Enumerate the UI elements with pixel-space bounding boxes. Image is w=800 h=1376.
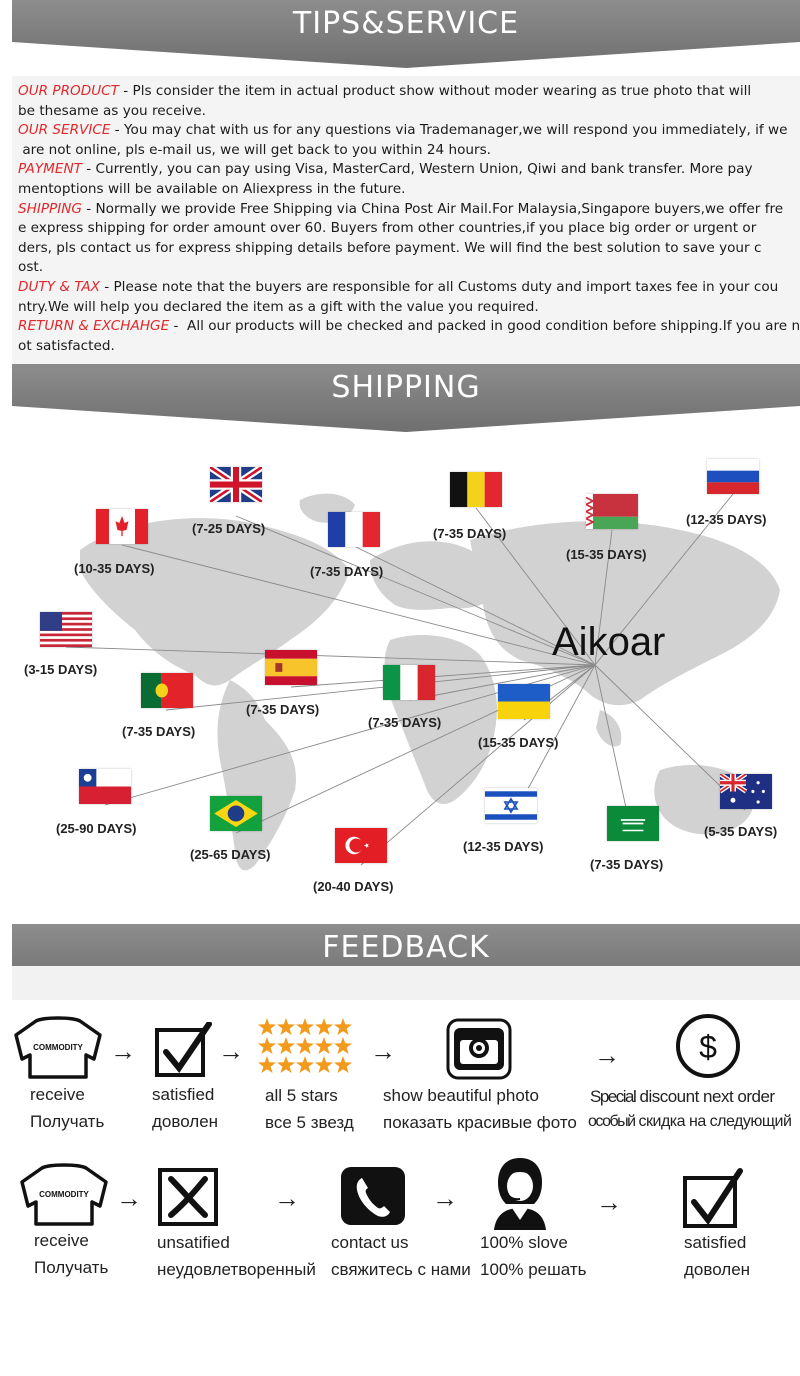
flag-canada (96, 509, 148, 544)
dollar-coin-icon (674, 1012, 742, 1085)
info-key-return-exchange: RETURN & EXCHAHGE (18, 318, 170, 335)
days-france: (7-35 DAYS) (310, 564, 384, 579)
checkmark-box-icon (154, 1022, 212, 1083)
label-satisfied-ru: доволен (152, 1112, 219, 1131)
info-key-payment: PAYMENT (18, 161, 82, 178)
days-usa: (3-15 DAYS) (24, 662, 98, 677)
label-unsatisfied-ru: неудовлетворенный (157, 1260, 316, 1279)
support-agent-icon (486, 1154, 554, 1235)
label-contact-us-ru: свяжитесь с нами (331, 1260, 471, 1279)
flag-belarus (586, 494, 638, 529)
flag-united-kingdom (210, 467, 262, 502)
arrow-icon: → (274, 1183, 300, 1213)
label-receive: receive (34, 1231, 89, 1250)
label-discount-special: Special (590, 1087, 636, 1106)
days-brazil: (25-65 DAYS) (190, 847, 271, 862)
svg-text:$: $ (699, 1029, 717, 1065)
info-line: - Normally we provide Free Shipping via China Post Air Mail.For Malaysia,Singapore buyers,we offer fre (81, 200, 784, 217)
info-line: be thesame as you receive. (18, 102, 206, 119)
five-stars-icon (258, 1018, 358, 1081)
info-line: ders, pls contact us for express shipping details before payment. We will find the best solution to save your c (18, 239, 762, 256)
arrow-icon: → (370, 1036, 396, 1066)
days-united-kingdom: (7-25 DAYS) (192, 521, 266, 536)
days-canada: (10-35 DAYS) (74, 561, 155, 576)
info-line: e express shipping for order amount over 60. Buyers from other countries,if you place big order or urgent or (18, 220, 757, 237)
days-belgium: (7-35 DAYS) (433, 526, 507, 541)
label-discount-ru (588, 1113, 791, 1131)
days-italy: (7-35 DAYS) (368, 715, 442, 730)
arrow-icon: → (218, 1036, 244, 1066)
label-unsatisfied: unsatified (157, 1233, 230, 1252)
info-line: mentoptions will be available on Aliexpress in the future. (18, 180, 406, 197)
feedback-strip (12, 966, 800, 1000)
shirt-label: COMMODITY (33, 1043, 83, 1052)
days-belarus: (15-35 DAYS) (566, 547, 647, 562)
days-turkey: (20-40 DAYS) (313, 879, 394, 894)
flag-israel (485, 788, 537, 823)
flag-spain (265, 650, 317, 685)
days-israel: (12-35 DAYS) (463, 839, 544, 854)
brand-name: Aikoar (552, 620, 666, 664)
days-australia: (5-35 DAYS) (704, 824, 778, 839)
flag-usa (40, 612, 92, 647)
days-portugal: (7-35 DAYS) (122, 724, 196, 739)
label-satisfied: satisfied (684, 1233, 747, 1252)
label-five-stars: all 5 stars (265, 1086, 338, 1105)
label-discount (590, 1087, 775, 1107)
days-ukraine: (15-35 DAYS) (478, 735, 559, 750)
arrow-icon: → (116, 1183, 142, 1213)
info-key-shipping: SHIPPING (18, 200, 82, 217)
label-satisfied: satisfied (152, 1085, 215, 1104)
flag-turkey (335, 828, 387, 863)
arrow-icon: → (596, 1187, 622, 1217)
flag-ukraine (498, 684, 550, 719)
section-title: TIPS&SERVICE (292, 6, 520, 41)
commodity-shirt-icon (14, 1015, 102, 1084)
flag-chile (79, 769, 131, 804)
arrow-icon: → (432, 1183, 458, 1213)
days-russia: (12-35 DAYS) (686, 512, 767, 527)
checkmark-box-icon (682, 1168, 744, 1235)
label-photo-ru: показать красивые фото (383, 1113, 577, 1132)
label-receive-ru: Получать (30, 1112, 105, 1131)
flag-saudi-arabia (607, 806, 659, 841)
label-five-stars-ru: все 5 звезд (265, 1113, 354, 1132)
info-line: ntry.We will help you declared the item as a gift with the value you required. (18, 298, 539, 315)
label-discount-ru-rest: скидка на следующий (634, 1113, 792, 1130)
section-title: FEEDBACK (322, 930, 490, 965)
info-line: - Please note that the buyers are responsible for all Customs duty and import taxes fee in your cou (99, 278, 779, 295)
info-line: are not online, pls e-mail us, we will get back to you within 24 hours. (18, 141, 491, 158)
label-solve: 100% slove (480, 1233, 568, 1252)
info-key-our-service: OUR SERVICE (18, 122, 111, 139)
info-text (18, 82, 800, 356)
days-saudi-arabia: (7-35 DAYS) (590, 857, 664, 872)
flag-russia (707, 459, 759, 494)
label-satisfied-ru: доволен (684, 1260, 751, 1279)
camera-icon (446, 1018, 512, 1085)
section-title: SHIPPING (331, 370, 481, 405)
info-line: - All our products will be checked and packed in good condition before shipping.If you are n (169, 318, 800, 335)
info-key-our-product: OUR PRODUCT (18, 83, 119, 99)
cross-box-icon (157, 1167, 219, 1232)
label-receive-ru: Получать (34, 1258, 109, 1277)
info-line: ot satisfacted. (18, 337, 115, 354)
shirt-label: COMMODITY (39, 1190, 89, 1199)
days-spain: (7-35 DAYS) (246, 702, 320, 717)
flag-italy (383, 665, 435, 700)
flag-australia (720, 774, 772, 809)
info-line: - You may chat with us for any questions via Trademanager,we will respond you immediately, if we (110, 122, 788, 139)
days-chile: (25-90 DAYS) (56, 821, 137, 836)
arrow-icon: → (110, 1036, 136, 1066)
label-photo: show beautiful photo (383, 1086, 539, 1105)
flag-portugal (141, 673, 193, 708)
info-key-duty-tax: DUTY & TAX (18, 278, 100, 295)
shipping-banner (12, 364, 800, 432)
flag-belgium (450, 472, 502, 507)
label-discount-rest: discount next order (635, 1087, 775, 1106)
tips-service-banner (12, 0, 800, 68)
label-discount-ru-special: особый (588, 1113, 635, 1130)
info-line: - Pls consider the item in actual product show without moder wearing as true photo that will (118, 83, 756, 99)
flag-brazil (210, 796, 262, 831)
info-line: - Currently, you can pay using Visa, MasterCard, Western Union, Qiwi and bank transfer. More pay (81, 161, 753, 178)
label-receive: receive (30, 1085, 85, 1104)
info-line: ost. (18, 259, 44, 276)
label-contact-us: contact us (331, 1233, 409, 1252)
arrow-icon: → (594, 1040, 620, 1070)
flag-france (328, 512, 380, 547)
label-solve-ru: 100% решать (480, 1260, 587, 1279)
phone-icon (340, 1166, 406, 1231)
commodity-shirt-icon (20, 1162, 108, 1231)
